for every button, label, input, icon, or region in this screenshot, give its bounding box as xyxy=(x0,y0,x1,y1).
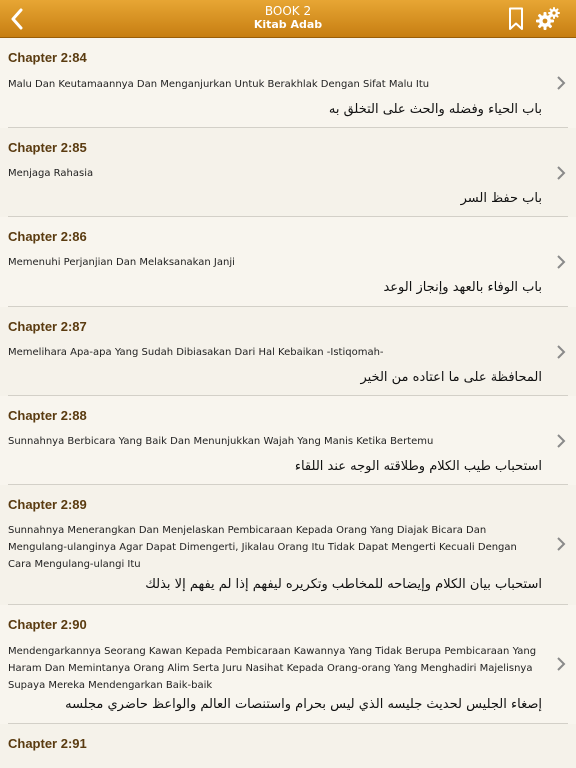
chapter-list xyxy=(0,38,576,768)
navigation-bar xyxy=(0,0,576,38)
book-title: Kitab Adab xyxy=(253,18,323,31)
chevron-right-icon xyxy=(556,166,566,180)
chevron-right-icon xyxy=(556,255,566,269)
chapter-title-malay: Mendengarkannya Seorang Kawan Kepada Pembicaraan Kawannya Yang Tidak Berupa Pembicaraan Yang Haram Dan Memintanya Orang Alim Serta Juru Nasihat Kepada Orang-orang Yang Menghadiri Majelisnya Supaya Mereka Mendengarkan Baik-baik xyxy=(8,646,537,691)
chevron-right-icon xyxy=(556,434,566,448)
chapter-title-arabic: المحافظة على ما اعتاده من الخير xyxy=(360,370,542,385)
chapter-row[interactable] xyxy=(0,605,576,724)
chapter-row[interactable] xyxy=(0,217,576,307)
chapter-number: Chapter 2:86 xyxy=(8,229,87,244)
chapter-number: Chapter 2:87 xyxy=(8,319,87,334)
chapter-title-arabic: باب الوفاء بالعهد وإنجاز الوعد xyxy=(383,280,542,295)
chapter-row[interactable] xyxy=(0,128,576,217)
chapter-title-arabic: إصغاء الجليس لحديث جليسه الذي ليس بحرام واستنصات العالم والواعظ حاضري مجلسه xyxy=(65,697,542,712)
chapter-row[interactable] xyxy=(0,485,576,605)
chapter-row[interactable] xyxy=(0,38,576,128)
chevron-right-icon xyxy=(556,537,566,551)
chapter-title-malay: Memenuhi Perjanjian Dan Melaksanakan Janji xyxy=(8,257,235,268)
chapter-row[interactable] xyxy=(0,396,576,485)
chapter-number: Chapter 2:85 xyxy=(8,140,87,155)
chapter-row[interactable] xyxy=(0,307,576,396)
chapter-number: Chapter 2:84 xyxy=(8,50,87,65)
bookmark-icon[interactable] xyxy=(508,7,524,31)
chapter-number: Chapter 2:90 xyxy=(8,617,87,632)
chapter-title-arabic: باب الحياء وفضله والحث على التخلق به xyxy=(328,102,542,117)
chapter-number: Chapter 2:88 xyxy=(8,408,87,423)
chapter-title-malay: Malu Dan Keutamaannya Dan Menganjurkan Untuk Berakhlak Dengan Sifat Malu Itu xyxy=(8,79,430,90)
chevron-left-icon xyxy=(10,8,24,30)
chevron-right-icon xyxy=(556,345,566,359)
nav-title xyxy=(150,4,426,32)
chapter-title-malay: Menjaga Rahasia xyxy=(8,168,94,179)
chapter-title-arabic: استحباب بيان الكلام وإيضاحه للمخاطب وتكريره ليفهم إذا لم يفهم إلا بذلك xyxy=(145,577,542,592)
chapter-title-malay: Memelihara Apa-apa Yang Sudah Dibiasakan Dari Hal Kebaikan -Istiqomah- xyxy=(8,347,384,358)
chapter-title-malay: Sunnahnya Berbicara Yang Baik Dan Menunjukkan Wajah Yang Manis Ketika Bertemu xyxy=(8,436,434,447)
chapter-title-arabic: استحباب طيب الكلام وطلاقته الوجه عند اللقاء xyxy=(294,459,542,474)
gear-icon[interactable] xyxy=(535,6,561,32)
chapter-row[interactable] xyxy=(0,724,576,768)
back-button[interactable] xyxy=(4,4,30,34)
chapter-number: Chapter 2:91 xyxy=(8,736,87,751)
chevron-right-icon xyxy=(556,657,566,671)
chapter-title-arabic: باب حفظ السر xyxy=(460,191,542,206)
book-number: BOOK 2 xyxy=(264,4,312,18)
chapter-title-malay: Sunnahnya Menerangkan Dan Menjelaskan Pembicaraan Kepada Orang Yang Diajak Bicara Dan Mengulang-ulanginya Agar Dapat Dimengerti, Jikalau Orang Itu Tidak Dapat Mengerti Kecuali Dengan Cara Mengulang-ulangi Itu xyxy=(8,525,517,570)
chevron-right-icon xyxy=(556,76,566,90)
chapter-number: Chapter 2:89 xyxy=(8,497,87,512)
